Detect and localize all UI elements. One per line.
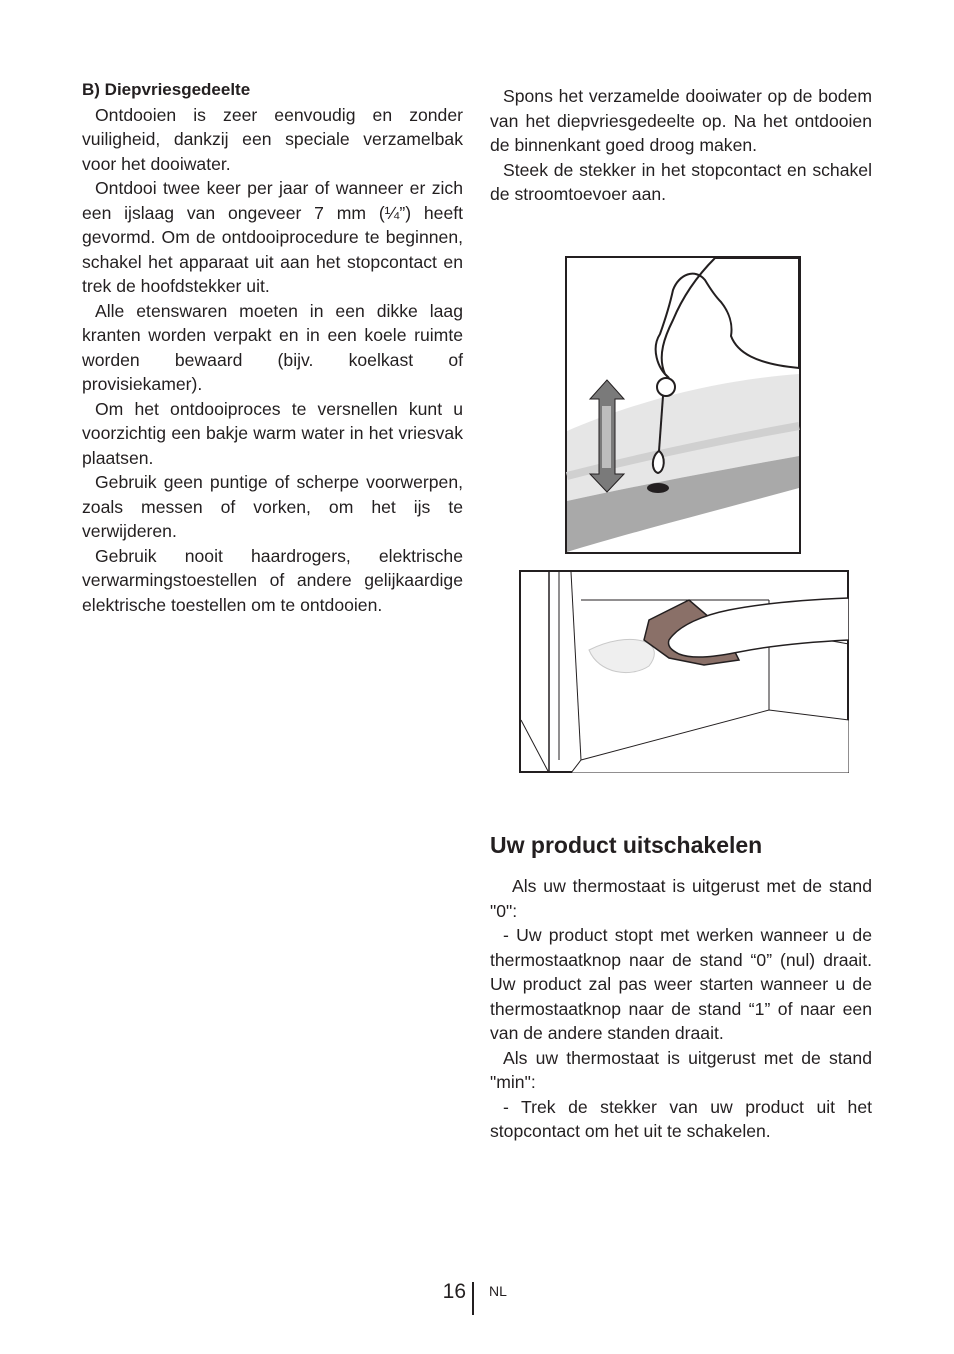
drain-plug-illustration	[565, 256, 801, 554]
right-column	[490, 84, 872, 207]
paragraph: - Trek de stekker van uw product uit het stopcontact om het uit te schakelen.	[490, 1096, 872, 1141]
paragraph: Als uw thermostaat is uitgerust met de stand "0":	[490, 876, 872, 921]
paragraph: Alle etenswaren moeten in een dikke laag kranten worden verpakt en in een koele ruimte worden bewaard (bijv. koelkast of provisiekamer).	[82, 300, 463, 394]
paragraph: Gebruik nooit haardrogers, elektrische verwarmingstoestellen of andere gelijkaardige elektrische toestellen om te ontdooien.	[82, 545, 463, 615]
paragraph: Gebruik geen puntige of scherpe voorwerpen, zoals messen of vorken, om het ijs te verwijderen.	[82, 472, 463, 541]
language-code: NL	[489, 1283, 507, 1299]
section-heading-freezer: B) Diepvriesgedeelte	[82, 80, 251, 99]
section-title: Uw product uitschakelen	[490, 832, 763, 858]
paragraph: Als uw thermostaat is uitgerust met de stand "min":	[490, 1047, 872, 1092]
paragraph: Om het ontdooiproces te versnellen kunt u voorzichtig een bakje warm water in het vriesvak plaatsen.	[82, 398, 463, 468]
section-body	[490, 874, 872, 1144]
left-column	[82, 78, 463, 617]
page-number: 16	[442, 1280, 466, 1303]
paragraph: Spons het verzamelde dooiwater op de bodem van het diepvriesgedeelte op. Na het ontdooien de binnenkant goed droog maken.	[490, 86, 872, 155]
paragraph: Ontdooien is zeer eenvoudig en zonder vuiligheid, dankzij een speciale verzamelbak voor het dooiwater.	[82, 104, 463, 174]
wiping-compartment-illustration	[519, 570, 849, 773]
paragraph: Steek de stekker in het stopcontact en schakel de stroomtoevoer aan.	[490, 159, 872, 204]
page-divider	[472, 1282, 474, 1315]
paragraph: Ontdooi twee keer per jaar of wanneer er zich een ijslaag van ongeveer 7 mm (¼”) heeft gevormd. Om de ontdooiprocedure te beginnen, schakel het apparaat uit aan het stopcontact en trek de hoofdstekker uit.	[82, 178, 463, 296]
paragraph: - Uw product stopt met werken wanneer u de thermostaatknop naar de stand “0” (nul) draait. Uw product zal pas weer starten wanneer u de thermostaatknop naar de stand “1” of naar een van de andere standen draait.	[490, 925, 872, 1043]
